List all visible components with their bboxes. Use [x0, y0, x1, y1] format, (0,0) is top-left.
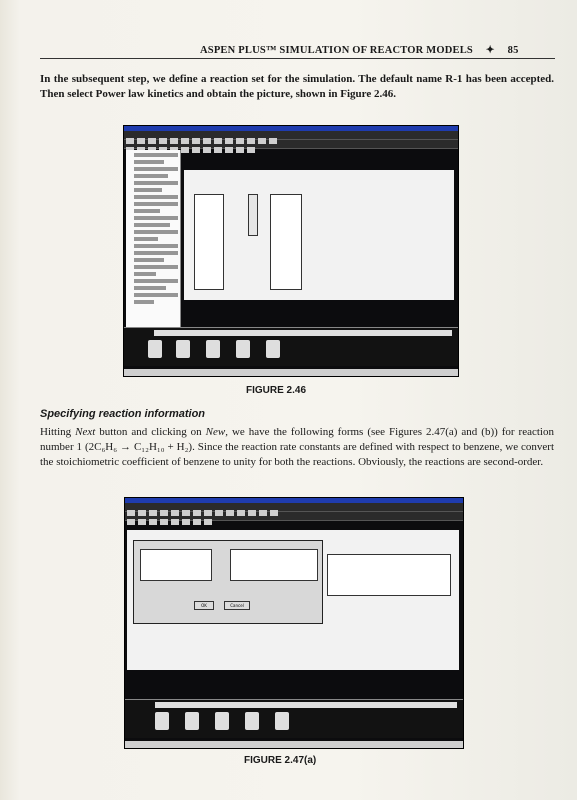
figure-2-46-screenshot	[123, 125, 459, 377]
paragraph-text-3: , we have the following forms (see Figures 2.47(a) and (b)) for reaction number 1 (2C₆H₆ → C₁₂H₁₀ + H₂). Since the reaction rate constants are defined with respect to benzene, we convert the stoichiometric coefficient of benzene to unity for both the reactions. Obviously, the reactions are second-order.	[40, 426, 554, 468]
reactants-grid	[140, 549, 212, 581]
palette-block-3	[206, 340, 220, 358]
paragraph-text-2: button and clicking on	[95, 426, 206, 438]
header-bullet: ✦	[485, 45, 495, 56]
section-paragraph	[40, 425, 554, 470]
navigation-tree	[126, 150, 181, 330]
running-head-title: ASPEN PLUS™ SIMULATION OF REACTOR MODELS	[200, 45, 473, 56]
form-area	[184, 170, 454, 300]
model-palette	[125, 699, 463, 738]
reactants-list	[194, 194, 224, 290]
reaction-list	[327, 554, 451, 596]
figure-caption-2-47a: FIGURE 2.47(a)	[244, 755, 317, 766]
edit-reaction-dialog	[133, 540, 323, 624]
status-bar	[124, 369, 458, 376]
status-bar	[125, 741, 463, 748]
paragraph-new-italic: New	[205, 426, 226, 438]
figure-2-47a-screenshot	[124, 497, 464, 749]
running-header	[200, 44, 519, 56]
palette-block-2	[176, 340, 190, 358]
palette-tabs	[155, 702, 457, 708]
paragraph-next-italic: Next	[75, 426, 96, 438]
cancel-button[interactable]: Cancel	[224, 601, 250, 610]
palette-block-1	[148, 340, 162, 358]
icon-toolbar	[124, 140, 458, 149]
model-palette	[124, 327, 458, 366]
paragraph-text-1: Hitting	[40, 426, 76, 438]
intro-paragraph: In the subsequent step, we define a reaction set for the simulation. The default name R-1 has been accepted. Then select Power law kinetics and obtain the picture, shown in Figure 2.46.	[40, 73, 554, 100]
palette-block-1	[155, 712, 169, 730]
palette-block-4	[245, 712, 259, 730]
palette-block-3	[215, 712, 229, 730]
menu-toolbar	[124, 131, 458, 140]
transfer-buttons	[248, 194, 258, 236]
palette-tabs	[154, 330, 452, 336]
header-rule	[40, 58, 555, 59]
page-number: 85	[507, 45, 519, 56]
palette-block-5	[275, 712, 289, 730]
ok-button[interactable]: OK	[194, 601, 214, 610]
menu-toolbar	[125, 503, 463, 512]
palette-block-5	[266, 340, 280, 358]
products-list	[270, 194, 302, 290]
palette-block-2	[185, 712, 199, 730]
figure-caption-2-46: FIGURE 2.46	[246, 385, 307, 396]
section-heading: Specifying reaction information	[40, 408, 206, 420]
products-grid	[230, 549, 318, 581]
icon-toolbar	[125, 512, 463, 521]
palette-block-4	[236, 340, 250, 358]
form-area	[127, 530, 459, 670]
